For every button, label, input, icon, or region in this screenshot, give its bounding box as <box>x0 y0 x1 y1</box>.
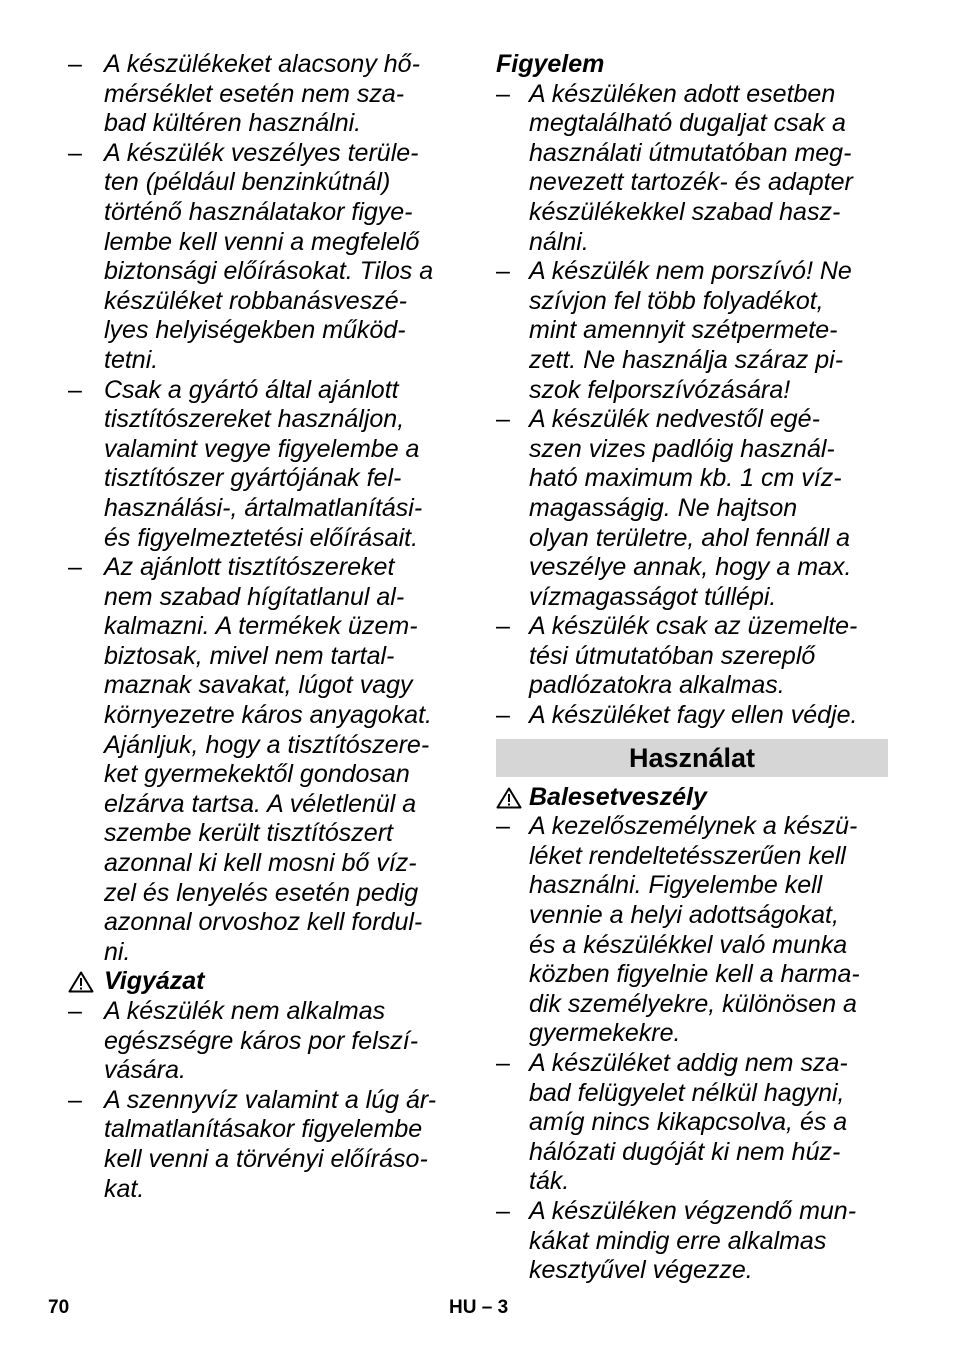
list-item-text: A készülék nem alkalmas egészségre káros por felszí- vására. <box>104 997 419 1085</box>
list-dash: – <box>496 612 510 641</box>
list-item-text: A készüléket addig nem sza- bad felügyelet nélkül hagyni, amíg nincs kikapcsolva, és a hálózati dugóját ki nem húz- ták. <box>529 1049 848 1196</box>
list-dash: – <box>496 79 510 108</box>
list-dash: – <box>68 50 82 78</box>
list-dash: – <box>496 1049 510 1077</box>
list-dash: – <box>68 997 82 1025</box>
list-item-text: Csak a gyártó által ajánlott tisztítószereket használjon, valamint vegye figyelembe a tisztítószer gyártójának fel- használási-, ártalmatlanítási- és figyelmeztetési előírásait. <box>104 375 423 552</box>
list-item-text: A készülék veszélyes terüle- ten (például benzinkútnál) történő használatakor figye- lembe kell venni a megfelelő biztonsági előírásokat. Tilos a készüléket robbanásveszé- lyes helyiségekben működ- tetni. <box>104 138 434 374</box>
list-dash: – <box>496 812 510 841</box>
list-item <box>496 612 888 701</box>
list-dash: – <box>68 375 82 404</box>
right-column <box>496 50 888 1286</box>
list-item <box>496 80 888 258</box>
section-title: Használat <box>628 742 756 773</box>
left-column <box>68 50 463 1204</box>
list-item <box>496 701 888 731</box>
list-item <box>68 50 463 139</box>
list-dash: – <box>68 1085 82 1114</box>
warning-triangle-icon <box>496 787 522 809</box>
list-dash: – <box>496 1196 510 1225</box>
caution-heading-label: Vigyázat <box>104 967 205 996</box>
list-item-text: A készülékeket alacsony hő- mérséklet esetén nem sza- bad kültéren használni. <box>104 50 420 138</box>
list-item-text: Az ajánlott tisztítószereket nem szabad hígítatlanul al- kalmazni. A termékek üzem- biztosak, mivel nem tartal- maznak savakat, lúgot vagy környezetre káros anyagokat. Ajánljuk, hogy a tisztítószere- ket gyermekektől gondosan elzárva tartsa. A véletlenül a szembe került tisztítószert azonnal ki kell mosni bő víz- zel és lenyelés esetén pedig azonnal orvoshoz kell fordul- ni. <box>104 553 432 966</box>
list-item-text: A készülék nedvestől egé- szen vizes padlóig használ- ható maximum kb. 1 cm víz- magasságig. Ne hajtson olyan területre, ahol fennáll a veszélye annak, hogy a max. vízmagasságot túllépi. <box>529 405 852 611</box>
list-item <box>496 812 888 1049</box>
list-item <box>496 1197 888 1286</box>
list-item-text: A szennyvíz valamint a lúg ár- talmatlanításakor figyelembe kell venni a törvényi előíráso- kat. <box>104 1085 437 1203</box>
section-title-bar <box>496 739 888 777</box>
list-item <box>68 997 463 1086</box>
list-dash: – <box>496 405 510 434</box>
list-item <box>68 553 463 967</box>
list-dash: – <box>496 701 510 730</box>
list-dash: – <box>496 257 510 286</box>
page-reference: HU – 3 <box>449 1297 509 1318</box>
list-item <box>496 405 888 612</box>
caution-list <box>68 997 463 1204</box>
list-item-text: A készülék csak az üzemelte- tési útmutatóban szereplő padlózatokra alkalmas. <box>529 612 858 700</box>
list-item-text: A kezelőszemélynek a készü- léket rendeltetésszerűen kell használni. Figyelembe kell vennie a helyi adottságokat, és a készülékkel való munka közben figyelnie kell a harma- dik személyekre, különösen a gyermekekre. <box>529 812 860 1048</box>
list-item <box>68 376 463 554</box>
list-item <box>496 1049 888 1197</box>
danger-list <box>496 812 888 1286</box>
caution-heading <box>68 967 463 997</box>
list-dash: – <box>68 138 82 167</box>
list-item-text: A készüléken adott esetben megtalálható dugaljat csak a használati útmutatóban meg- nevezett tartozék- és adapter készülékekkel szabad hasz- nálni. <box>529 79 853 256</box>
attention-heading: Figyelem <box>496 50 605 78</box>
page-number: 70 <box>48 1297 70 1318</box>
list-item <box>496 257 888 405</box>
warning-triangle-icon <box>68 971 94 993</box>
list-item-text: A készüléken végzendő mun- kákat mindig erre alkalmas kesztyűvel végezze. <box>529 1196 857 1285</box>
attention-list <box>496 80 888 731</box>
list-item-text: A készüléket fagy ellen védje. <box>529 701 858 730</box>
list-item-text: A készülék nem porszívó! Ne szívjon fel több folyadékot, mint amennyit szétpermete- zett. Ne használja száraz pi- szok felporszívózására! <box>529 257 852 404</box>
danger-heading <box>496 783 888 813</box>
danger-heading-label: Balesetveszély <box>529 782 707 811</box>
list-item <box>68 139 463 376</box>
list-item <box>68 1086 463 1204</box>
list-dash: – <box>68 553 82 582</box>
left-list-before <box>68 50 463 967</box>
